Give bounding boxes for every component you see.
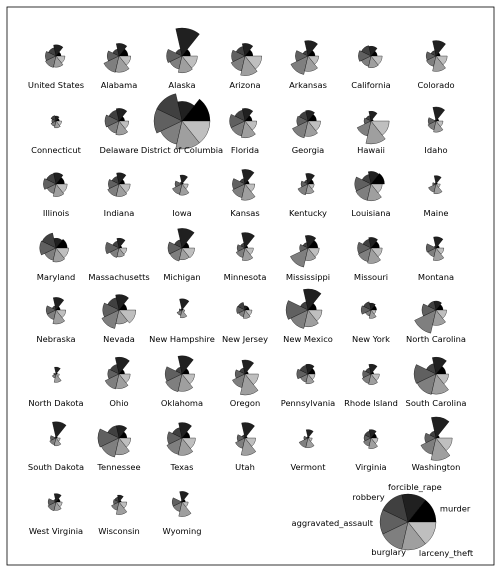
- state-label-louisiana: Louisiana: [351, 208, 391, 218]
- key-label-burglary: burglary: [371, 547, 407, 558]
- state-label-maryland: Maryland: [36, 272, 76, 282]
- state-label-oklahoma: Oklahoma: [160, 398, 204, 408]
- key-label-murder: murder: [439, 503, 471, 514]
- state-label-new-hampshire: New Hampshire: [149, 334, 215, 344]
- state-label-mississippi: Mississippi: [285, 272, 331, 282]
- state-label-massachusetts: Massachusetts: [88, 272, 150, 282]
- state-label-michigan: Michigan: [163, 272, 201, 282]
- state-label-utah: Utah: [235, 462, 255, 472]
- state-label-new-jersey: New Jersey: [221, 334, 269, 344]
- state-label-minnesota: Minnesota: [223, 272, 267, 282]
- state-label-alaska: Alaska: [168, 80, 196, 90]
- state-label-washington: Washington: [411, 462, 461, 472]
- key-label-robbery: robbery: [352, 491, 385, 502]
- state-label-connecticut: Connecticut: [31, 145, 81, 155]
- state-label-wisconsin: Wisconsin: [98, 526, 140, 536]
- state-label-arkansas: Arkansas: [289, 80, 327, 90]
- state-label-montana: Montana: [417, 272, 455, 282]
- state-label-maine: Maine: [423, 208, 449, 218]
- state-label-arizona: Arizona: [229, 80, 261, 90]
- state-label-texas: Texas: [170, 462, 194, 472]
- state-label-south-dakota: South Dakota: [27, 462, 85, 472]
- state-label-united-states: United States: [27, 80, 85, 90]
- state-label-west-virginia: West Virginia: [28, 526, 84, 536]
- state-label-district-of-columbia: District of Columbia: [140, 145, 224, 155]
- state-label-rhode-island: Rhode Island: [344, 398, 398, 408]
- state-label-alabama: Alabama: [100, 80, 138, 90]
- state-label-vermont: Vermont: [290, 462, 326, 472]
- state-label-iowa: Iowa: [172, 208, 192, 218]
- state-label-wyoming: Wyoming: [162, 526, 202, 536]
- state-label-north-dakota: North Dakota: [28, 398, 84, 408]
- key-label-larceny-theft: larceny_theft: [418, 548, 474, 559]
- state-label-ohio: Ohio: [109, 398, 129, 408]
- state-label-colorado: Colorado: [417, 80, 455, 90]
- key-label-forcible-rape: forcible_rape: [388, 481, 442, 492]
- key-label-aggravated-assault: aggravated_assault: [291, 518, 373, 528]
- state-label-north-carolina: North Carolina: [406, 334, 466, 344]
- state-label-georgia: Georgia: [291, 145, 325, 155]
- state-label-kentucky: Kentucky: [289, 208, 327, 218]
- state-label-virginia: Virginia: [355, 462, 387, 472]
- state-label-tennessee: Tennessee: [97, 462, 141, 472]
- state-label-new-mexico: New Mexico: [283, 334, 333, 344]
- state-label-missouri: Missouri: [353, 272, 389, 282]
- state-label-delaware: Delaware: [99, 145, 139, 155]
- state-label-kansas: Kansas: [230, 208, 260, 218]
- state-label-nevada: Nevada: [103, 334, 135, 344]
- state-label-idaho: Idaho: [424, 145, 448, 155]
- state-label-california: California: [351, 80, 391, 90]
- state-label-south-carolina: South Carolina: [405, 398, 467, 408]
- state-label-indiana: Indiana: [103, 208, 135, 218]
- state-label-florida: Florida: [230, 145, 260, 155]
- state-label-illinois: Illinois: [42, 208, 70, 218]
- state-label-hawaii: Hawaii: [357, 145, 385, 155]
- state-label-oregon: Oregon: [229, 398, 261, 408]
- state-label-nebraska: Nebraska: [36, 334, 76, 344]
- state-label-new-york: New York: [352, 334, 390, 344]
- state-label-pennsylvania: Pennsylvania: [280, 398, 336, 408]
